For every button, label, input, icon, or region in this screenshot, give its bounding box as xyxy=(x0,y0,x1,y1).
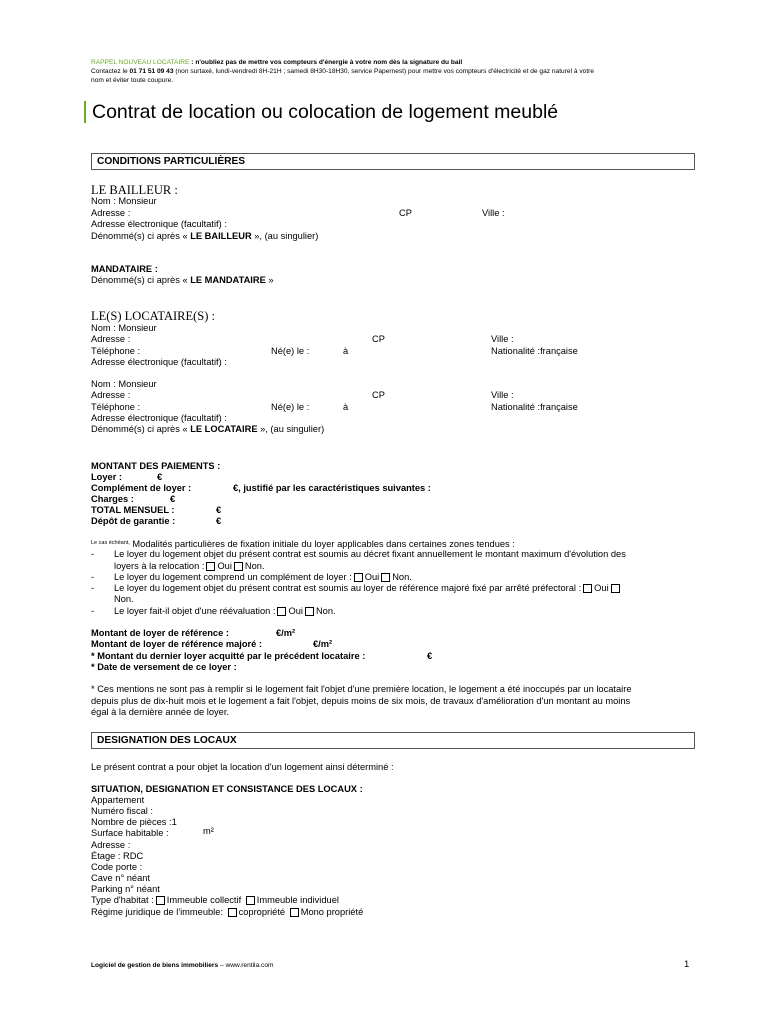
bailleur-nom: Nom : Monsieur xyxy=(91,196,157,206)
designation-numero-fiscal: Numéro fiscal : xyxy=(91,806,153,816)
oui-label: Oui xyxy=(594,583,609,593)
locataire-2-cp: CP xyxy=(372,390,385,400)
non-checkbox[interactable] xyxy=(611,584,620,593)
locataire-1-nationalite: Nationalité :française xyxy=(491,346,578,356)
note-line-2: depuis plus de dix-huit mois et le logement a fait l'objet, depuis moins de six mois, de travaux d'amélioration d'un montant au moins xyxy=(91,696,631,706)
locataire-2-email: Adresse électronique (facultatif) : xyxy=(91,413,227,423)
locataire-2-nom: Nom : Monsieur xyxy=(91,379,157,389)
reminder-text: : n'oubliez pas de mettre vos compteurs d'énergie à votre nom dès la signature du bail xyxy=(189,59,463,66)
charges-unit: € xyxy=(170,494,176,504)
oui-checkbox[interactable] xyxy=(354,573,363,582)
modalites-small: Le cas échéant, xyxy=(91,540,130,546)
page-title: Contrat de location ou colocation de logement meublé xyxy=(92,101,559,123)
total-label: TOTAL MENSUEL : xyxy=(91,505,175,515)
oui-label: Oui xyxy=(364,572,380,582)
bailleur-cp: CP xyxy=(399,208,412,218)
oui-label: Oui xyxy=(288,606,303,616)
reminder-line xyxy=(91,59,462,67)
designation-code-porte: Code porte : xyxy=(91,862,143,872)
oui-checkbox[interactable] xyxy=(583,584,592,593)
complement-label: Complément de loyer : xyxy=(91,483,192,493)
oui-checkbox[interactable] xyxy=(277,607,286,616)
locataire-2-ville: Ville : xyxy=(491,390,514,400)
immeuble-individuel-label: Immeuble individuel xyxy=(256,895,339,905)
locataire-2-telephone: Téléphone : xyxy=(91,402,141,412)
locataire-1-a: à xyxy=(343,346,349,356)
immeuble-collectif-checkbox[interactable] xyxy=(156,896,165,905)
footer-text xyxy=(91,962,273,970)
dernier-loyer-label: * Montant du dernier loyer acquitté par le précédent locataire : xyxy=(91,651,366,661)
bullet-dash: - xyxy=(91,572,95,582)
denomme-pre: Dénommé(s) ci après « xyxy=(91,231,191,241)
denomme-pre: Dénommé(s) ci après « xyxy=(91,424,191,434)
regime-row xyxy=(91,907,363,918)
immeuble-individuel-checkbox[interactable] xyxy=(246,896,255,905)
contact-phone: 01 71 51 09 43 xyxy=(129,68,174,75)
non-label: Non. xyxy=(315,606,336,616)
mandataire-denomme xyxy=(91,275,274,286)
locataire-2-a: à xyxy=(343,402,349,412)
paiements-heading: MONTANT DES PAIEMENTS : xyxy=(91,461,221,471)
bailleur-heading: LE BAILLEUR : xyxy=(91,183,178,197)
denomme-post: » xyxy=(265,275,274,285)
total-unit: € xyxy=(216,505,222,515)
bullet-4 xyxy=(114,606,336,617)
page-number: 1 xyxy=(684,959,690,970)
designation-intro: Le présent contrat a pour objet la location d'un logement ainsi déterminé : xyxy=(91,762,394,772)
locataire-1-telephone: Téléphone : xyxy=(91,346,141,356)
contact-line xyxy=(91,68,594,76)
contact-pre: Contactez le xyxy=(91,68,130,75)
bullet-2 xyxy=(114,572,412,583)
depot-label: Dépôt de garantie : xyxy=(91,516,176,526)
regime-label: Régime juridique de l'immeuble: xyxy=(91,907,223,917)
loyer-ref-majore-label: Montant de loyer de référence majoré : xyxy=(91,639,263,649)
denomme-bold: LE LOCATAIRE xyxy=(190,424,258,434)
section-designation-title: DESIGNATION DES LOCAUX xyxy=(97,735,237,746)
designation-heading: SITUATION, DESIGNATION ET CONSISTANCE DES LOCAUX : xyxy=(91,784,363,794)
date-versement-label: * Date de versement de ce loyer : xyxy=(91,662,237,672)
surface-unit: m² xyxy=(203,826,214,836)
modalites-intro-text: Modalités particulières de fixation initiale du loyer applicables dans certaines zones tendues : xyxy=(129,539,515,549)
denomme-post: », (au singulier) xyxy=(251,231,319,241)
contact-line-2: nom et éviter toute coupure. xyxy=(91,77,174,84)
locataire-1-ville: Ville : xyxy=(491,334,514,344)
designation-surface: Surface habitable : xyxy=(91,828,169,838)
locataire-1-cp: CP xyxy=(372,334,385,344)
immeuble-collectif-label: Immeuble collectif xyxy=(166,895,242,905)
loyer-ref-label: Montant de loyer de référence : xyxy=(91,628,229,638)
designation-type: Appartement xyxy=(91,795,145,805)
habitat-label: Type d'habitat : xyxy=(91,895,154,905)
copropriete-label: copropriété xyxy=(238,907,286,917)
locataire-1-email: Adresse électronique (facultatif) : xyxy=(91,357,227,367)
non-label: Non. xyxy=(244,561,265,571)
section-conditions-box xyxy=(91,153,695,170)
bailleur-adresse: Adresse : xyxy=(91,208,131,218)
loyer-ref-unit: €/m² xyxy=(276,628,296,638)
oui-checkbox[interactable] xyxy=(206,562,215,571)
footer-bold: Logiciel de gestion de biens immobiliers xyxy=(91,962,219,969)
bullet-4-text: Le loyer fait-il objet d'une réévaluation : xyxy=(114,606,276,616)
mono-propriete-checkbox[interactable] xyxy=(290,908,299,917)
bullet-dash: - xyxy=(91,606,95,616)
loyer-label: Loyer : xyxy=(91,472,122,482)
bullet-dash: - xyxy=(91,583,95,593)
locataire-1-adresse: Adresse : xyxy=(91,334,131,344)
non-checkbox[interactable] xyxy=(381,573,390,582)
note-line-3: égal à la dernière année de loyer. xyxy=(91,707,230,717)
oui-label: Oui xyxy=(217,561,232,571)
loyer-ref-majore-unit: €/m² xyxy=(313,639,333,649)
depot-unit: € xyxy=(216,516,222,526)
non-label: Non. xyxy=(392,572,412,582)
locataire-denomme xyxy=(91,424,324,435)
bailleur-email: Adresse électronique (facultatif) : xyxy=(91,219,227,229)
section-designation-box xyxy=(91,732,695,749)
bailleur-ville: Ville : xyxy=(482,208,505,218)
charges-label: Charges : xyxy=(91,494,134,504)
denomme-bold: LE MANDATAIRE xyxy=(190,275,266,285)
mono-propriete-label: Mono propriété xyxy=(300,907,364,917)
bullet-dash: - xyxy=(91,549,95,559)
locataires-heading: LE(S) LOCATAIRE(S) : xyxy=(91,309,215,323)
bullet-3-text: Le loyer du logement objet du présent contrat est soumis au loyer de référence majoré fixé par arrêté préfectoral : xyxy=(114,583,582,593)
designation-cave: Cave n° néant xyxy=(91,873,151,883)
denomme-post: », (au singulier) xyxy=(257,424,325,434)
designation-etage: Étage : RDC xyxy=(91,851,144,861)
bullet-1-text: loyers à la relocation : xyxy=(114,561,205,571)
locataire-2-nationalite: Nationalité :française xyxy=(491,402,578,412)
locataire-2-ne-le: Né(e) le : xyxy=(271,402,310,412)
non-checkbox[interactable] xyxy=(305,607,314,616)
denomme-pre: Dénommé(s) ci après « xyxy=(91,275,191,285)
note-line-1: * Ces mentions ne sont pas à remplir si le logement fait l'objet d'une première location, le logement a été inoccupés par un locataire xyxy=(91,684,632,694)
habitat-row xyxy=(91,895,339,906)
bullet-2-text: Le loyer du logement comprend un complément de loyer : xyxy=(114,572,352,582)
contact-post: (non surtaxé, lundi-vendredi 8H-21H ; samedi 8H30-18H30, service Papernest) pour mettre vos compteurs d'électricité et de gaz naturel à votre xyxy=(173,68,595,75)
section-conditions-title: CONDITIONS PARTICULIÈRES xyxy=(97,156,246,167)
bailleur-denomme xyxy=(91,231,318,242)
bullet-1-line1: Le loyer du logement objet du présent contrat est soumis au décret fixant annuellement le montant maximum d'évolution des xyxy=(114,549,626,559)
locataire-2-adresse: Adresse : xyxy=(91,390,131,400)
title-accent-bar xyxy=(84,101,86,123)
non-checkbox[interactable] xyxy=(234,562,243,571)
mandataire-heading: MANDATAIRE : xyxy=(91,264,158,274)
copropriete-checkbox[interactable] xyxy=(228,908,237,917)
bullet-1-line2 xyxy=(114,561,265,572)
designation-pieces: Nombre de pièces :1 xyxy=(91,817,177,827)
designation-adresse: Adresse : xyxy=(91,840,131,850)
locataire-1-ne-le: Né(e) le : xyxy=(271,346,310,356)
bullet-3 xyxy=(114,583,622,594)
designation-parking: Parking n° néant xyxy=(91,884,160,894)
reminder-prefix: RAPPEL NOUVEAU LOCATAIRE xyxy=(91,59,190,66)
locataire-1-nom: Nom : Monsieur xyxy=(91,323,157,333)
denomme-bold: LE BAILLEUR xyxy=(190,231,252,241)
non-label: Non. xyxy=(114,594,134,604)
dernier-loyer-unit: € xyxy=(427,651,433,661)
complement-unit: €, justifié par les caractéristiques suivantes : xyxy=(233,483,431,493)
footer-rest: – www.rentila.com xyxy=(218,962,274,969)
loyer-unit: € xyxy=(157,472,163,482)
